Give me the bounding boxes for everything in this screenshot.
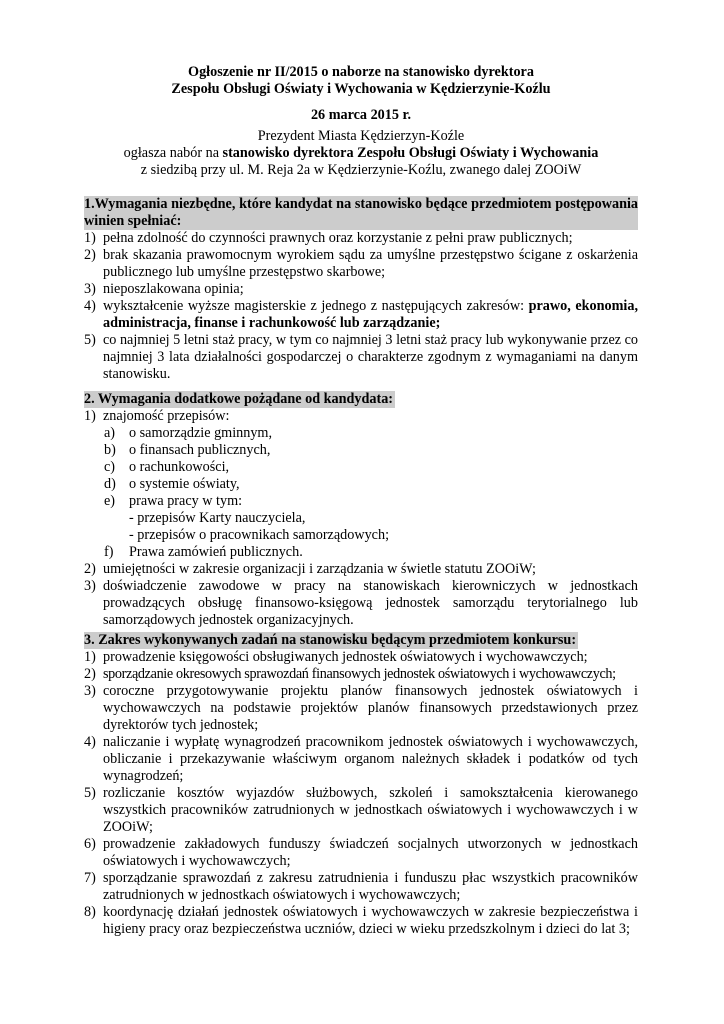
list-item: 4) naliczanie i wypłatę wynagrodzeń pracownikom jednostek oświatowych i wychowawczych, obliczanie i przekazywanie właściwym organom należnych składek i podatków od tych wynagrodzeń;	[84, 734, 638, 784]
title-line-1: Ogłoszenie nr II/2015 o naborze na stanowisko dyrektora	[188, 64, 534, 80]
sub-item: e) prawa pracy w tym:	[104, 493, 243, 509]
list-item: 7) sporządzanie sprawozdań z zakresu zatrudnienia i funduszu płac wszystkich pracowników zatrudnionych w jednostkach oświatowych i wychowawczych;	[84, 870, 638, 903]
announce-prefix: ogłasza nabór na	[123, 145, 223, 161]
sub-item: d) o systemie oświaty,	[104, 476, 240, 492]
list-item: 1) pełna zdolność do czynności prawnych oraz korzystanie z pełni praw publicznych;	[84, 230, 573, 246]
list-item: 4) wykształcenie wyższe magisterskie z jednego z następujących zakresów: prawo, ekonomia, administracja, finanse i rachunkowość lub zarządzanie;	[84, 298, 638, 331]
section-2-heading: 2. Wymagania dodatkowe pożądane od kandydata:	[84, 391, 394, 407]
sub-item: c) o rachunkowości,	[104, 459, 230, 475]
list-item: 3) nieposzlakowana opinia;	[84, 281, 244, 297]
list-item: 1) znajomość przepisów: a) o samorządzie gminnym, b) o finansach publicznych, c) o rachunkowości, d) o systemie oświaty, e) prawa pracy w tym: - przepisów Karty nauczyciela, - przepisów o pracownikach samorządowych; f) Prawa zamówień publicznych.	[84, 408, 638, 561]
date: 26 marca 2015 r.	[310, 107, 412, 123]
sub-sub-item: - przepisów o pracownikach samorządowych;	[129, 527, 390, 543]
announce-line	[84, 145, 638, 162]
list-item: 8) koordynację działań jednostek oświatowych i wychowawczych w zakresie bezpieczeństwa i higieny pracy oraz bezpieczeństwa uczniów, dzieci w wieku przedszkolnym i dzieci do lat 3;	[84, 904, 638, 937]
list-item: 2) sporządzanie okresowych sprawozdań finansowych jednostek oświatowych i wychowawczych;	[84, 666, 616, 682]
section-2-list	[84, 408, 638, 629]
list-item: 5) rozliczanie kosztów wyjazdów służbowych, szkoleń i samokształcenia kierowanego wszystkich pracowników zatrudnionych w jednostkach oświatowych i wychowawczych i w ZOOiW;	[84, 785, 638, 835]
list-item: 1) prowadzenie księgowości obsługiwanych jednostek oświatowych i wychowawczych;	[84, 649, 588, 665]
sub-item: f) Prawa zamówień publicznych.	[104, 544, 303, 560]
seat-address: z siedzibą przy ul. M. Reja 2a w Kędzierzynie-Koźlu, zwanego dalej ZOOiW	[140, 162, 582, 178]
list-item: 3) coroczne przygotowywanie projektu planów finansowych jednostek oświatowych i wychowawczych na podstawie projektów planów finansowych przedstawionych przez dyrektorów tych jednostek;	[84, 683, 638, 733]
sub-item: b) o finansach publicznych,	[104, 442, 271, 458]
announcer: Prezydent Miasta Kędzierzyn-Koźle	[257, 128, 465, 144]
section-1-list	[84, 230, 638, 383]
sub-sub-item: - przepisów Karty nauczyciela,	[129, 510, 306, 526]
section-1-heading: 1.Wymagania niezbędne, które kandydat na stanowisko będące przedmiotem postępowania winien spełniać:	[84, 196, 638, 229]
section-3-list	[84, 649, 638, 938]
list-item: 2) brak skazania prawomocnym wyrokiem sądu za umyślne przestępstwo ścigane z oskarżenia publicznego lub umyślne przestępstwo skarbowe;	[84, 247, 638, 280]
section-3-heading: 3. Zakres wykonywanych zadań na stanowisku będącym przedmiotem konkursu:	[84, 632, 577, 648]
list-item: 6) prowadzenie zakładowych funduszy świadczeń socjalnych utworzonych w jednostkach oświatowych i wychowawczych;	[84, 836, 638, 869]
title-line-2: Zespołu Obsługi Oświaty i Wychowania w Kędzierzynie-Koźlu	[171, 81, 551, 97]
list-item: 5) co najmniej 5 letni staż pracy, w tym co najmniej 3 letni staż pracy lub wykonywanie przez co najmniej 3 lata działalności gospodarczej o charakterze zgodnym z wymaganiami na danym stanowisku.	[84, 332, 638, 382]
list-item: 2) umiejętności w zakresie organizacji i zarządzania w świetle statutu ZOOiW;	[84, 561, 536, 577]
list-item: 3) doświadczenie zawodowe w pracy na stanowiskach kierowniczych w jednostkach prowadzących obsługę finansowo-księgową jednostek samorządu terytorialnego lub samorządowych jednostek organizacyjnych.	[84, 578, 638, 628]
sub-item: a) o samorządzie gminnym,	[104, 425, 273, 441]
announce-position: stanowisko dyrektora Zespołu Obsługi Oświaty i Wychowania	[222, 145, 599, 161]
education-fields: prawo, ekonomia, administracja, finanse i rachunkowość lub zarządzanie;	[103, 298, 638, 331]
document-body	[84, 196, 638, 938]
